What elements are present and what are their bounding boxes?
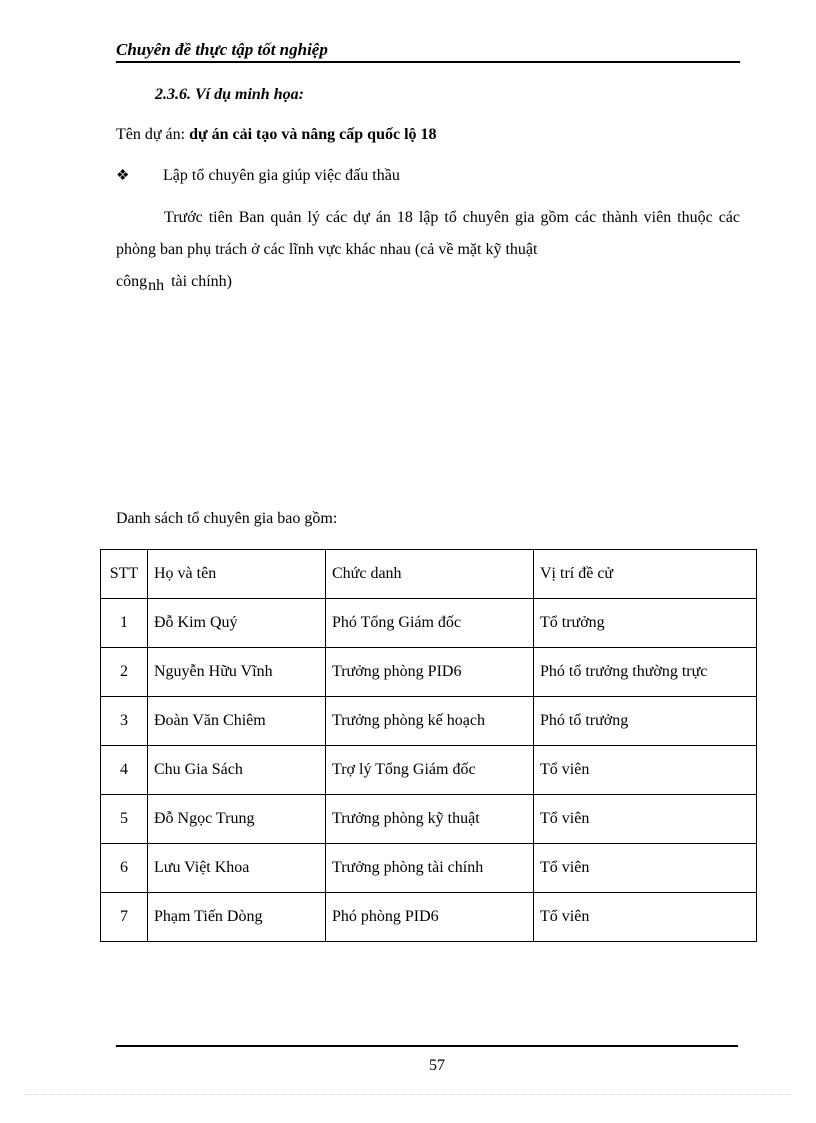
cell-stt: 7 xyxy=(101,893,148,942)
cell-name: Đoàn Văn Chiêm xyxy=(148,697,326,746)
project-label: Tên dự án: xyxy=(116,126,186,143)
expert-team-table xyxy=(100,549,757,942)
footer-divider xyxy=(116,1045,738,1047)
project-name: dự án cải tạo và nâng cấp quốc lộ 18 xyxy=(189,126,437,143)
cell-position: Phó tổ trưởng xyxy=(534,697,757,746)
table-row xyxy=(101,648,757,697)
cell-title: Trưởng phòng tài chính xyxy=(326,844,534,893)
page-number: 57 xyxy=(429,1057,445,1074)
bullet-item xyxy=(116,166,400,185)
cell-position: Tổ viên xyxy=(534,795,757,844)
cell-position: Tổ viên xyxy=(534,844,757,893)
paragraph-last-start: công xyxy=(116,273,148,290)
cell-position: Tổ trưởng xyxy=(534,599,757,648)
header-name: Họ và tên xyxy=(148,550,326,599)
cell-title: Trợ lý Tổng Giám đốc xyxy=(326,746,534,795)
header-divider xyxy=(116,61,740,63)
cell-stt: 6 xyxy=(101,844,148,893)
cell-position: Phó tổ trưởng thường trực xyxy=(534,648,757,697)
list-intro: Danh sách tổ chuyên gia bao gồm: xyxy=(116,510,338,527)
cell-name: Đỗ Ngọc Trung xyxy=(148,795,326,844)
cell-name: Phạm Tiến Dòng xyxy=(148,893,326,942)
cell-stt: 4 xyxy=(101,746,148,795)
bullet-text: Lập tổ chuyên gia giúp việc đấu thầu xyxy=(163,167,400,184)
cell-title: Trưởng phòng kỹ thuật xyxy=(326,795,534,844)
body-paragraph: Trước tiên Ban quản lý các dự án 18 lập tổ chuyên gia gồm các thành viên thuộc các phòng ban phụ trách ở các lĩnh vực khác nhau (cả về mặt kỹ thuật xyxy=(116,209,740,258)
cell-name: Chu Gia Sách xyxy=(148,746,326,795)
cell-title: Phó phòng PID6 xyxy=(326,893,534,942)
diamond-bullet-icon: ❖ xyxy=(116,168,130,184)
cell-position: Tổ viên xyxy=(534,893,757,942)
document-header-title: Chuyên đề thực tập tốt nghiệp xyxy=(116,40,328,59)
body-paragraph-last-line xyxy=(116,266,232,298)
table-header-row xyxy=(101,550,757,599)
cell-title: Phó Tổng Giám đốc xyxy=(326,599,534,648)
table-row xyxy=(101,844,757,893)
cell-title: Trưởng phòng PID6 xyxy=(326,648,534,697)
table-row xyxy=(101,697,757,746)
table-row xyxy=(101,795,757,844)
cell-name: Lưu Việt Khoa xyxy=(148,844,326,893)
page-bottom-dotted-line xyxy=(24,1094,792,1095)
table-row xyxy=(101,599,757,648)
cell-title: Trưởng phòng kế hoạch xyxy=(326,697,534,746)
header-stt: STT xyxy=(101,550,148,599)
paragraph-last-sub: nh xyxy=(148,277,165,294)
cell-stt: 1 xyxy=(101,599,148,648)
cell-stt: 3 xyxy=(101,697,148,746)
section-heading: 2.3.6. Ví dụ minh họa: xyxy=(155,86,304,103)
header-position: Vị trí đề cử xyxy=(534,550,757,599)
cell-stt: 2 xyxy=(101,648,148,697)
cell-position: Tổ viên xyxy=(534,746,757,795)
cell-name: Đỗ Kim Quý xyxy=(148,599,326,648)
table-row xyxy=(101,893,757,942)
project-line xyxy=(116,126,437,144)
header-title: Chức danh xyxy=(326,550,534,599)
paragraph-last-end: tài chính) xyxy=(171,273,232,290)
cell-name: Nguyễn Hữu Vĩnh xyxy=(148,648,326,697)
cell-stt: 5 xyxy=(101,795,148,844)
table-row xyxy=(101,746,757,795)
